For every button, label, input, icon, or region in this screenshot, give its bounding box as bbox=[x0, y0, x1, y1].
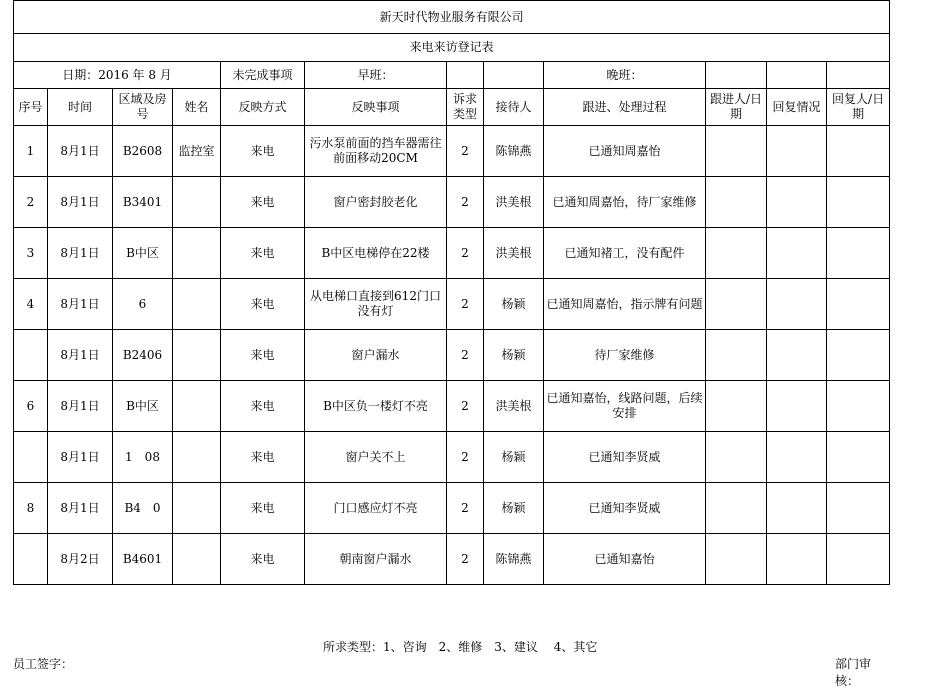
cell-col-reply[interactable] bbox=[767, 432, 827, 483]
cell-col-issue[interactable]: B中区电梯停在22楼 bbox=[305, 228, 447, 279]
cell-col-room[interactable]: B中区 bbox=[113, 381, 173, 432]
request-types-legend: 所求类型：1、咨询 2、维修 3、建议 4、其它 bbox=[323, 640, 598, 654]
cell-col-follower[interactable] bbox=[706, 126, 767, 177]
header-col-follower: 跟进人/日期 bbox=[706, 89, 767, 126]
pending-items-label[interactable]: 未完成事项 bbox=[221, 62, 305, 89]
cell-col-replier[interactable] bbox=[827, 228, 890, 279]
header-col-process: 跟进、处理过程 bbox=[544, 89, 706, 126]
header-col-name: 姓名 bbox=[173, 89, 221, 126]
cell-col-receiver[interactable]: 杨颖 bbox=[484, 483, 544, 534]
cell-col-index[interactable]: 2 bbox=[14, 177, 48, 228]
cell-col-method[interactable]: 来电 bbox=[221, 432, 305, 483]
cell-col-type[interactable]: 2 bbox=[447, 483, 484, 534]
info-row bbox=[14, 62, 890, 89]
cell-col-method[interactable]: 来电 bbox=[221, 330, 305, 381]
cell-col-method[interactable]: 来电 bbox=[221, 228, 305, 279]
cell-col-index[interactable]: 8 bbox=[14, 483, 48, 534]
cell-col-index[interactable] bbox=[14, 534, 48, 585]
column-header-row bbox=[14, 89, 890, 126]
cell-col-time[interactable]: 8月1日 bbox=[48, 483, 113, 534]
cell-col-method[interactable]: 来电 bbox=[221, 126, 305, 177]
cell-col-follower[interactable] bbox=[706, 381, 767, 432]
cell-col-time[interactable]: 8月1日 bbox=[48, 126, 113, 177]
cell-col-reply[interactable] bbox=[767, 534, 827, 585]
registration-sheet bbox=[13, 0, 889, 688]
cell-col-process[interactable]: 已通知周嘉怡，指示牌有问题 bbox=[544, 279, 706, 330]
cell-col-reply[interactable] bbox=[767, 330, 827, 381]
cell-col-follower[interactable] bbox=[706, 177, 767, 228]
cell-col-type[interactable]: 2 bbox=[447, 228, 484, 279]
cell-col-replier[interactable] bbox=[827, 330, 890, 381]
cell-col-room[interactable]: B4601 bbox=[113, 534, 173, 585]
cell-col-receiver[interactable]: 陈锦燕 bbox=[484, 534, 544, 585]
header-col-reply: 回复情况 bbox=[767, 89, 827, 126]
cell-col-index[interactable]: 6 bbox=[14, 381, 48, 432]
evening-shift-label[interactable]: 晚班： bbox=[544, 62, 706, 89]
cell-col-room[interactable]: B4 0 bbox=[113, 483, 173, 534]
header-col-replier: 回复人/日期 bbox=[827, 89, 890, 126]
cell-col-process[interactable]: 已通知李贤威 bbox=[544, 432, 706, 483]
cell-col-issue[interactable]: B中区负一楼灯不亮 bbox=[305, 381, 447, 432]
cell-col-name[interactable] bbox=[173, 534, 221, 585]
cell-col-type[interactable]: 2 bbox=[447, 534, 484, 585]
cell-col-receiver[interactable]: 杨颖 bbox=[484, 279, 544, 330]
department-review-label: 部门审核： bbox=[835, 657, 872, 688]
cell-col-name[interactable] bbox=[173, 432, 221, 483]
cell-col-follower[interactable] bbox=[706, 279, 767, 330]
cell-col-room[interactable]: 1 08 bbox=[113, 432, 173, 483]
cell-col-type[interactable]: 2 bbox=[447, 177, 484, 228]
header-col-method: 反映方式 bbox=[221, 89, 305, 126]
cell-col-name[interactable] bbox=[173, 483, 221, 534]
table-row bbox=[14, 126, 890, 177]
header-col-time: 时间 bbox=[48, 89, 113, 126]
cell-col-room[interactable]: B中区 bbox=[113, 228, 173, 279]
info-cell-empty[interactable] bbox=[447, 62, 484, 89]
cell-col-reply[interactable] bbox=[767, 126, 827, 177]
cell-col-index[interactable]: 4 bbox=[14, 279, 48, 330]
cell-col-time[interactable]: 8月1日 bbox=[48, 381, 113, 432]
cell-col-replier[interactable] bbox=[827, 381, 890, 432]
cell-col-time[interactable]: 8月1日 bbox=[48, 432, 113, 483]
cell-col-follower[interactable] bbox=[706, 483, 767, 534]
cell-col-method[interactable]: 来电 bbox=[221, 177, 305, 228]
cell-col-process[interactable]: 已通知周嘉怡，待厂家维修 bbox=[544, 177, 706, 228]
cell-col-index[interactable] bbox=[14, 330, 48, 381]
cell-col-room[interactable]: 6 bbox=[113, 279, 173, 330]
cell-col-issue[interactable]: 朝南窗户漏水 bbox=[305, 534, 447, 585]
date-label[interactable]: 日期：2016 年 8 月 bbox=[14, 62, 221, 89]
cell-col-replier[interactable] bbox=[827, 177, 890, 228]
cell-col-issue[interactable]: 窗户关不上 bbox=[305, 432, 447, 483]
cell-col-index[interactable]: 3 bbox=[14, 228, 48, 279]
cell-col-replier[interactable] bbox=[827, 279, 890, 330]
info-cell-empty[interactable] bbox=[484, 62, 544, 89]
cell-col-index[interactable] bbox=[14, 432, 48, 483]
header-col-index: 序号 bbox=[14, 89, 48, 126]
cell-col-replier[interactable] bbox=[827, 126, 890, 177]
header-col-type: 诉求类型 bbox=[447, 89, 484, 126]
cell-col-type[interactable]: 2 bbox=[447, 432, 484, 483]
cell-col-name[interactable]: 监控室 bbox=[173, 126, 221, 177]
cell-col-process[interactable]: 已通知李贤威 bbox=[544, 483, 706, 534]
cell-col-receiver[interactable]: 陈锦燕 bbox=[484, 126, 544, 177]
cell-col-issue[interactable]: 窗户密封胶老化 bbox=[305, 177, 447, 228]
cell-col-receiver[interactable]: 杨颖 bbox=[484, 330, 544, 381]
cell-col-method[interactable]: 来电 bbox=[221, 534, 305, 585]
cell-col-follower[interactable] bbox=[706, 228, 767, 279]
table-row bbox=[14, 381, 890, 432]
cell-col-room[interactable]: B2406 bbox=[113, 330, 173, 381]
cell-col-time[interactable]: 8月1日 bbox=[48, 177, 113, 228]
cell-col-issue[interactable]: 从电梯口直接到612门口没有灯 bbox=[305, 279, 447, 330]
registration-table bbox=[13, 0, 890, 585]
cell-col-type[interactable]: 2 bbox=[447, 330, 484, 381]
cell-col-type[interactable]: 2 bbox=[447, 279, 484, 330]
cell-col-reply[interactable] bbox=[767, 483, 827, 534]
cell-col-method[interactable]: 来电 bbox=[221, 381, 305, 432]
cell-col-replier[interactable] bbox=[827, 483, 890, 534]
cell-col-replier[interactable] bbox=[827, 534, 890, 585]
cell-col-name[interactable] bbox=[173, 330, 221, 381]
cell-col-room[interactable]: B3401 bbox=[113, 177, 173, 228]
cell-col-issue[interactable]: 窗户漏水 bbox=[305, 330, 447, 381]
cell-col-reply[interactable] bbox=[767, 279, 827, 330]
cell-col-reply[interactable] bbox=[767, 381, 827, 432]
cell-col-name[interactable] bbox=[173, 228, 221, 279]
company-name: 新天时代物业服务有限公司 bbox=[14, 1, 890, 34]
cell-col-process[interactable]: 待厂家维修 bbox=[544, 330, 706, 381]
cell-col-index[interactable]: 1 bbox=[14, 126, 48, 177]
cell-col-name[interactable] bbox=[173, 177, 221, 228]
cell-col-receiver[interactable]: 洪美根 bbox=[484, 228, 544, 279]
table-row bbox=[14, 534, 890, 585]
cell-col-time[interactable]: 8月1日 bbox=[48, 279, 113, 330]
cell-col-name[interactable] bbox=[173, 381, 221, 432]
table-row bbox=[14, 432, 890, 483]
cell-col-follower[interactable] bbox=[706, 534, 767, 585]
info-cell-empty[interactable] bbox=[827, 62, 890, 89]
cell-col-receiver[interactable]: 洪美根 bbox=[484, 177, 544, 228]
cell-col-follower[interactable] bbox=[706, 432, 767, 483]
cell-col-process[interactable]: 已通知褚工，没有配件 bbox=[544, 228, 706, 279]
info-cell-empty[interactable] bbox=[706, 62, 767, 89]
cell-col-type[interactable]: 2 bbox=[447, 126, 484, 177]
cell-col-process[interactable]: 已通知嘉怡 bbox=[544, 534, 706, 585]
cell-col-reply[interactable] bbox=[767, 228, 827, 279]
form-title: 来电来访登记表 bbox=[14, 34, 890, 62]
info-cell-empty[interactable] bbox=[767, 62, 827, 89]
staff-signature-label: 员工签字： bbox=[13, 657, 74, 671]
cell-col-replier[interactable] bbox=[827, 432, 890, 483]
cell-col-type[interactable]: 2 bbox=[447, 381, 484, 432]
cell-col-issue[interactable]: 污水泵前面的挡车器需往前面移动20CM bbox=[305, 126, 447, 177]
cell-col-method[interactable]: 来电 bbox=[221, 279, 305, 330]
header-col-room: 区域及房号 bbox=[113, 89, 173, 126]
header-col-receiver: 接待人 bbox=[484, 89, 544, 126]
morning-shift-label[interactable]: 早班： bbox=[305, 62, 447, 89]
cell-col-name[interactable] bbox=[173, 279, 221, 330]
header-col-issue: 反映事项 bbox=[305, 89, 447, 126]
cell-col-follower[interactable] bbox=[706, 330, 767, 381]
cell-col-method[interactable]: 来电 bbox=[221, 483, 305, 534]
cell-col-time[interactable]: 8月1日 bbox=[48, 228, 113, 279]
cell-col-receiver[interactable]: 洪美根 bbox=[484, 381, 544, 432]
cell-col-process[interactable]: 已通知嘉怡，线路问题，后续安排 bbox=[544, 381, 706, 432]
cell-col-issue[interactable]: 门口感应灯不亮 bbox=[305, 483, 447, 534]
cell-col-time[interactable]: 8月2日 bbox=[48, 534, 113, 585]
cell-col-receiver[interactable]: 杨颖 bbox=[484, 432, 544, 483]
cell-col-process[interactable]: 已通知周嘉怡 bbox=[544, 126, 706, 177]
table-row bbox=[14, 483, 890, 534]
table-row bbox=[14, 177, 890, 228]
cell-col-room[interactable]: B2608 bbox=[113, 126, 173, 177]
table-row bbox=[14, 330, 890, 381]
table-row bbox=[14, 228, 890, 279]
cell-col-reply[interactable] bbox=[767, 177, 827, 228]
table-row bbox=[14, 279, 890, 330]
cell-col-time[interactable]: 8月1日 bbox=[48, 330, 113, 381]
